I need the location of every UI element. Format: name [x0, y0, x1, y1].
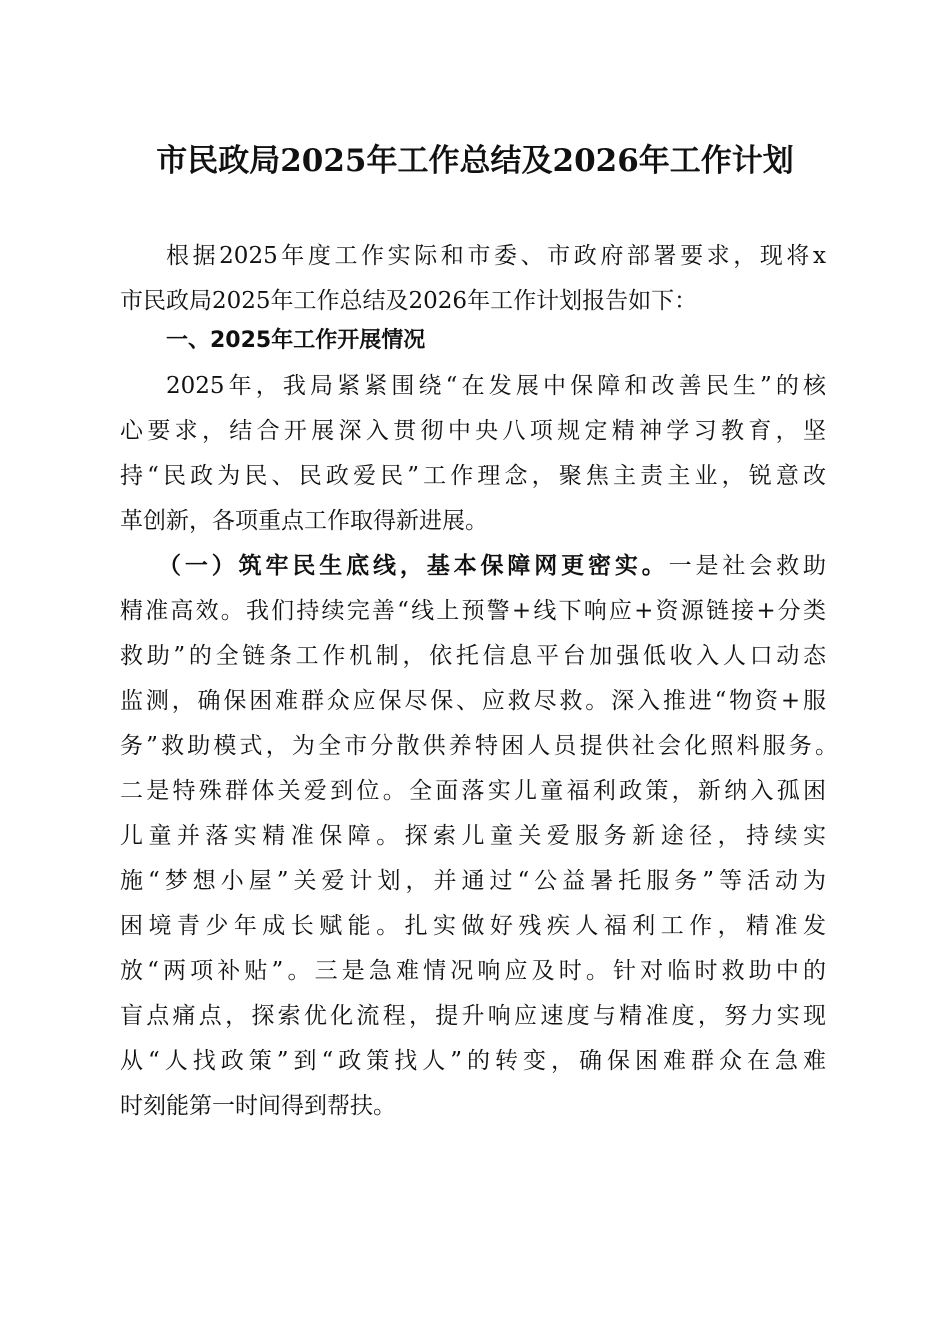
paragraph-line: 持“民政为民、民政爱民”工作理念，聚焦主责主业，锐意改	[120, 463, 826, 489]
paragraph-line: 困境青少年成长赋能。扎实做好残疾人福利工作，精准发	[120, 913, 826, 939]
paragraph-line: 救助”的全链条工作机制，依托信息平台加强低收入人口动态	[120, 643, 826, 669]
intro-line: 根据2025年度工作实际和市委、市政府部署要求，现将x	[166, 243, 826, 269]
paragraph-line: 精准高效。我们持续完善“线上预警+线下响应+资源链接+分类	[120, 598, 826, 624]
paragraph-line: 盲点痛点，探索优化流程，提升响应速度与精准度，努力实现	[120, 1003, 826, 1029]
paragraph-line: 心要求，结合开展深入贯彻中央八项规定精神学习教育，坚	[120, 418, 826, 444]
paragraph-line: 务”救助模式，为全市分散供养特困人员提供社会化照料服务。	[120, 733, 838, 759]
subsection-heading: （一）筑牢民生底线，基本保障网更密实。	[158, 552, 669, 579]
paragraph-line: 施“梦想小屋”关爱计划，并通过“公益暑托服务”等活动为	[120, 868, 826, 894]
subsection-first-line	[158, 546, 826, 586]
document-title: 市民政局2025年工作总结及2026年工作计划	[156, 143, 794, 179]
paragraph-line: 从“人找政策”到“政策找人”的转变，确保困难群众在急难	[120, 1048, 826, 1074]
paragraph-line: 儿童并落实精准保障。探索儿童关爱服务新途径，持续实	[120, 823, 826, 849]
paragraph-line: 革创新，各项重点工作取得新进展。	[120, 508, 488, 534]
paragraph-line: 时刻能第一时间得到帮扶。	[120, 1093, 396, 1119]
section-heading: 一、2025年工作开展情况	[166, 328, 426, 353]
subsection-first-line-text: 一是社会救助	[668, 553, 826, 579]
paragraph-line: 二是特殊群体关爱到位。全面落实儿童福利政策，新纳入孤困	[120, 778, 826, 804]
paragraph-line: 放“两项补贴”。三是急难情况响应及时。针对临时救助中的	[120, 958, 826, 984]
paragraph-line: 2025年，我局紧紧围绕“在发展中保障和改善民生”的核	[166, 373, 826, 399]
paragraph-line: 监测，确保困难群众应保尽保、应救尽救。深入推进“物资+服	[120, 688, 826, 714]
intro-line: 市民政局2025年工作总结及2026年工作计划报告如下：	[120, 288, 698, 314]
